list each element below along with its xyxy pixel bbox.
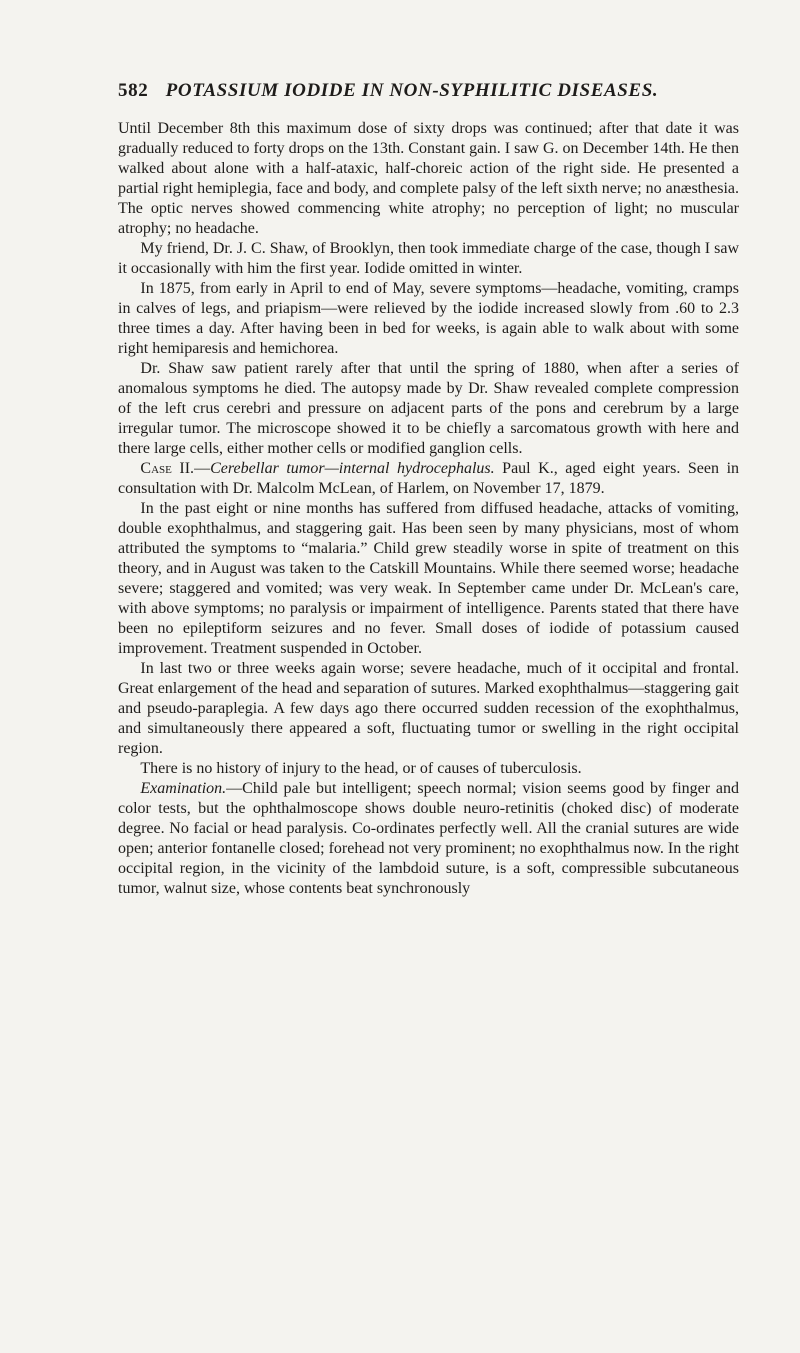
running-title: POTASSIUM IODIDE IN NON-SYPHILITIC DISEASES. <box>165 80 659 101</box>
body-text <box>118 119 739 899</box>
examination-paragraph <box>118 779 739 899</box>
paragraph: Dr. Shaw saw patient rarely after that until the spring of 1880, when after a series of anomalous symptoms he died. The autopsy made by Dr. Shaw revealed complete compression of the left crus cerebri and pressure on adjacent parts of the pons and cerebrum by a large irregular tumor. The microscope showed it to be chiefly a sarcomatous growth with here and there large cells, either mother cells or modified ganglion cells. <box>118 360 739 457</box>
page-number: 582 <box>118 80 149 101</box>
paragraph: In the past eight or nine months has suffered from diffused headache, attacks of vomiting, double exophthalmus, and staggering gait. Has been seen by many physicians, most of whom attributed the symptoms to “malaria.” Child grew steadily worse in spite of treatment on this theory, and in August was taken to the Catskill Mountains. While there seemed worse; headache severe; staggered and vomited; was very weak. In September came under Dr. McLean's care, with above symptoms; no paralysis or impairment of intelligence. Parents stated that there have been no epileptiform seizures and no fever. Small doses of iodide of potassium caused improvement. Treatment suspended in October. <box>118 500 739 657</box>
examination-label: Examination. <box>140 780 227 797</box>
paragraph: In last two or three weeks again worse; severe headache, much of it occipital and frontal. Great enlargement of the head and separation of sutures. Marked exophthalmus—staggering gait and pseudo-paraplegia. A few days ago there occurred sudden recession of the exophthalmus, and simultaneously there appeared a soft, fluctuating tumor or swelling in the right occipital region. <box>118 660 739 757</box>
paragraph: My friend, Dr. J. C. Shaw, of Brooklyn, then took immediate charge of the case, though I saw it occasionally with him the first year. Iodide omitted in winter. <box>118 240 739 277</box>
paragraph: In 1875, from early in April to end of May, severe symptoms—headache, vomiting, cramps in calves of legs, and priapism—were relieved by the iodide increased slowly from .60 to 2.3 three times a day. After having been in bed for weeks, is again able to walk about with some right hemiparesis and hemichorea. <box>118 280 739 357</box>
examination-text: —Child pale but intelligent; speech normal; vision seems good by finger and color tests, but the ophthalmoscope shows double neuro-retinitis (choked disc) of moderate degree. No facial or head paralysis. Co-ordinates perfectly well. All the cranial sutures are wide open; anterior fontanelle closed; forehead not very prominent; no exophthalmus now. In the right occipital region, in the vicinity of the lambdoid suture, is a soft, compressible subcutaneous tumor, walnut size, whose contents beat synchronously <box>118 780 740 897</box>
case-title: Cerebellar tumor—internal hydrocephalus. <box>210 460 495 477</box>
case-intro: Paul K., aged eight years. Seen in consultation with Dr. Malcolm McLean, of Harlem, on November 17, 1879. <box>118 460 740 497</box>
case-heading-paragraph: Case II.—Cerebellar tumor—internal hydrocephalus. Paul K., aged eight years. Seen in consultation with Dr. Malcolm McLean, of Harlem, on November 17, 1879. <box>118 460 740 497</box>
paragraph: Until December 8th this maximum dose of sixty drops was continued; after that date it was gradually reduced to forty drops on the 13th. Constant gain. I saw G. on December 14th. He then walked about alone with a half-ataxic, half-choreic action of the right side. He presented a partial right hemiplegia, face and body, and complete palsy of the left sixth nerve; no anæsthesia. The optic nerves showed commencing white atrophy; no perception of light; no muscular atrophy; no headache. <box>118 120 739 237</box>
case-label: Case II. <box>140 460 195 477</box>
paragraph: There is no history of injury to the head, or of causes of tuberculosis. <box>140 760 582 777</box>
running-header <box>118 80 718 102</box>
